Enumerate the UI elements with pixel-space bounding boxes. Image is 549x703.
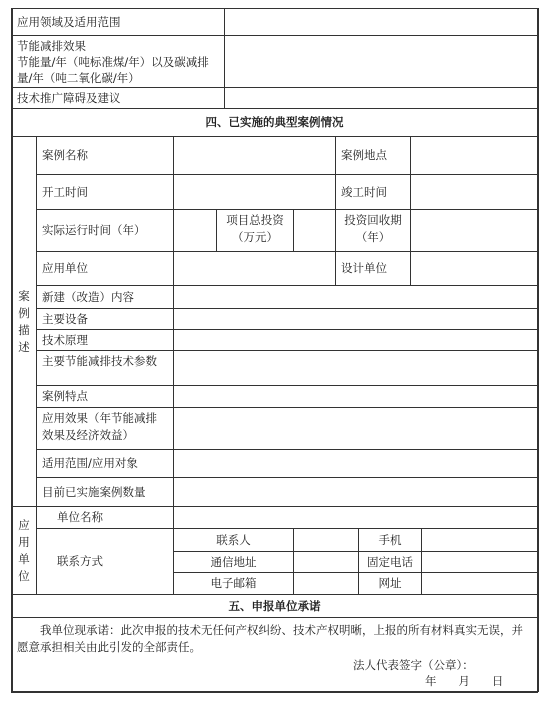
app-label-divider	[36, 506, 37, 594]
label-total-investment: 项目总投资 （万元）	[226, 213, 284, 244]
section5-title: 五、申报单位承诺	[228, 598, 321, 613]
input-case-features[interactable]	[174, 386, 537, 407]
application-unit-label: 应 用 单 位	[18, 517, 30, 583]
input-case-location[interactable]	[411, 137, 537, 174]
input-design-unit[interactable]	[411, 252, 537, 285]
input-energy-saving-effect[interactable]	[225, 36, 537, 87]
frame-bottom	[11, 691, 538, 693]
case-description-label: 案 例 描 述	[18, 288, 30, 354]
input-application-unit[interactable]	[174, 252, 335, 285]
label-application-unit: 应用单位	[42, 261, 88, 275]
label-application-field: 应用领域及适用范围	[17, 14, 121, 29]
input-payback-period[interactable]	[411, 210, 537, 251]
input-actual-runtime[interactable]	[174, 210, 216, 251]
label-main-equipment: 主要设备	[42, 311, 88, 326]
hline	[11, 617, 538, 618]
input-implemented-count[interactable]	[174, 478, 537, 506]
label-contact-method: 联系方式	[57, 554, 103, 568]
label-main-params: 主要节能减排技术参数	[42, 354, 157, 368]
pledge-text: 我单位现承诺：此次申报的技术无任何产权纠纷、技术产权明晰，上报的所有材料真实无误，并愿意承担相关由此引发的全部责任。	[17, 623, 523, 654]
label-case-name: 案例名称	[42, 148, 88, 162]
label-case-features: 案例特点	[42, 389, 88, 403]
date-line: 年 月 日	[425, 674, 504, 688]
label-energy-saving-effect: 节能减排效果 节能量/年（吨标准煤/年）以及碳减排量/年（吨二氧化碳/年）	[17, 39, 209, 85]
label-technical-principle: 技术原理	[42, 332, 88, 347]
label-contact-person: 联系人	[216, 532, 251, 547]
input-application-field[interactable]	[225, 9, 537, 35]
label-completion-time: 竣工时间	[341, 184, 387, 199]
input-total-investment[interactable]	[294, 210, 335, 251]
input-unit-name[interactable]	[174, 507, 537, 528]
label-implemented-count: 目前已实施案例数量	[42, 484, 146, 499]
input-scope-objects[interactable]	[174, 450, 537, 477]
label-new-build-content: 新建（改造）内容	[42, 289, 134, 304]
label-landline: 固定电话	[367, 554, 413, 569]
signature-label: 法人代表签字（公章）：	[353, 658, 474, 672]
input-start-time[interactable]	[174, 175, 335, 209]
input-address[interactable]	[294, 552, 358, 572]
label-barriers-suggestions: 技术推广障碍及建议	[17, 90, 121, 105]
label-application-effect: 应用效果（年节能减排效果及经济效益）	[42, 411, 157, 442]
label-start-time: 开工时间	[42, 184, 88, 199]
input-completion-time[interactable]	[411, 175, 537, 209]
input-email[interactable]	[294, 573, 358, 594]
label-actual-runtime: 实际运行时间（年）	[42, 223, 146, 237]
input-case-name[interactable]	[174, 137, 335, 174]
label-email: 电子邮箱	[210, 576, 257, 590]
input-application-effect[interactable]	[174, 408, 537, 449]
input-website[interactable]	[422, 573, 537, 594]
input-contact-person[interactable]	[294, 529, 358, 551]
input-barriers-suggestions[interactable]	[225, 88, 537, 108]
label-case-location: 案例地点	[341, 148, 387, 162]
section4-title: 四、已实施的典型案例情况	[205, 115, 344, 129]
label-address: 通信地址	[210, 554, 257, 569]
label-scope-objects: 适用范围/应用对象	[42, 456, 138, 470]
input-new-build-content[interactable]	[174, 286, 537, 308]
input-mobile[interactable]	[422, 529, 537, 551]
input-main-equipment[interactable]	[174, 309, 537, 329]
input-landline[interactable]	[422, 552, 537, 572]
input-technical-principle[interactable]	[174, 330, 537, 350]
input-main-params[interactable]	[174, 351, 537, 385]
label-payback-period: 投资回收期 （年）	[344, 213, 402, 244]
label-website: 网址	[378, 576, 402, 590]
label-mobile: 手机	[378, 532, 402, 547]
label-unit-name: 单位名称	[57, 510, 103, 524]
label-design-unit: 设计单位	[341, 261, 387, 275]
